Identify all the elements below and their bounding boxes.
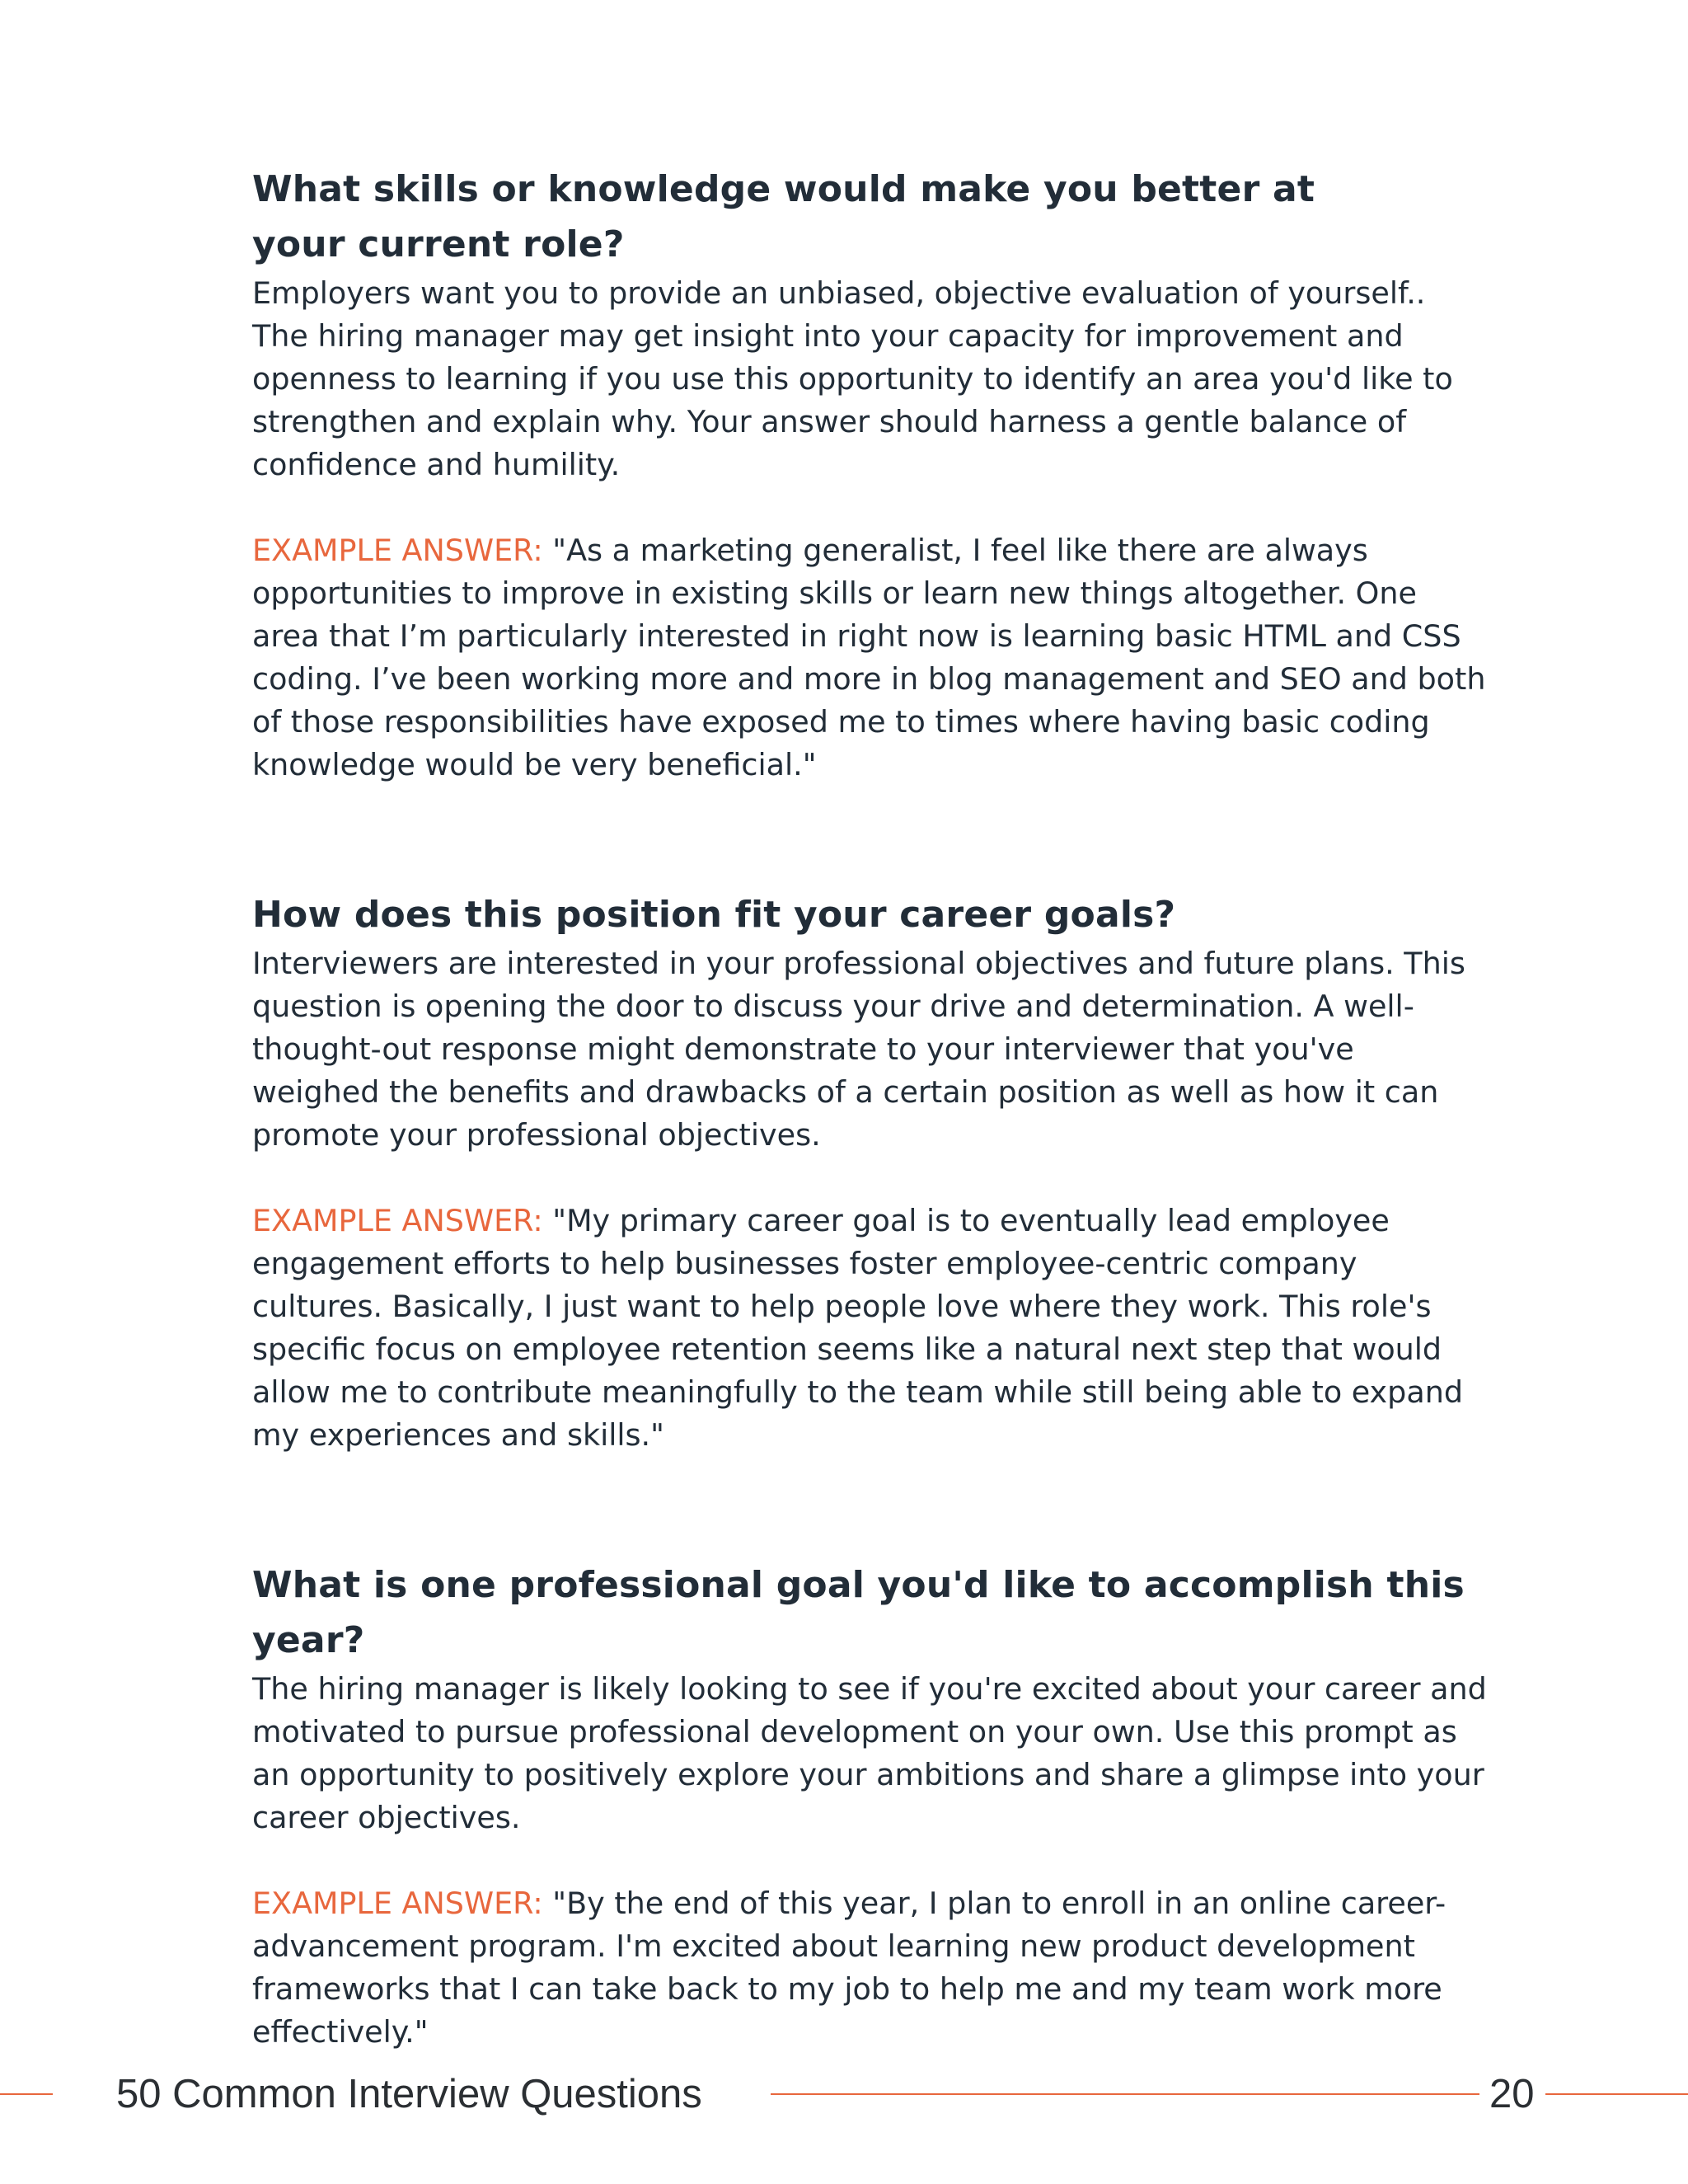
question-heading: What is one professional goal you'd like to accomplish this year? xyxy=(252,1564,1465,1661)
example-answer xyxy=(252,529,1489,787)
page-footer xyxy=(0,2061,1688,2127)
footer-rule-right xyxy=(1545,2093,1688,2095)
page-number: 20 xyxy=(1489,2072,1535,2116)
question-explanation: The hiring manager is likely looking to see if you're excited about your career and motivated to pursue professional development on your own. Use this prompt as an opportunity to positively explore your ambitions and share a glimpse into your career objectives. xyxy=(252,1671,1487,1835)
question-section-2 xyxy=(252,887,1489,1457)
footer-title: 50 Common Interview Questions xyxy=(116,2072,702,2116)
question-heading: What skills or knowledge would make you better at your current role? xyxy=(252,168,1315,265)
example-answer-label: EXAMPLE ANSWER: xyxy=(252,1886,543,1921)
question-heading: How does this position fit your career goals? xyxy=(252,894,1176,936)
question-explanation: Interviewers are interested in your professional objectives and future plans. This question is opening the door to discuss your drive and determination. A well-thought-out response might demonstrate to your interviewer that you've weighed the benefits and drawbacks of a certain position as well as how it can promote your professional objectives. xyxy=(252,946,1465,1153)
example-answer-label: EXAMPLE ANSWER: xyxy=(252,1203,543,1238)
example-answer-label: EXAMPLE ANSWER: xyxy=(252,533,543,568)
example-answer xyxy=(252,1882,1489,2054)
example-answer-text: "As a marketing generalist, I feel like there are always opportunities to improve in existing skills or learn new things altogether. One area that I’m particularly interested in right now is learning basic HTML and CSS coding. I’ve been working more and more in blog management and SEO and both of those responsibilities have exposed me to times where having basic coding knowledge would be very beneficial." xyxy=(252,533,1486,782)
example-answer-text: "By the end of this year, I plan to enroll in an online career-advancement program. I'm excited about learning new product development frameworks that I can take back to my job to help me and my team work more effectively." xyxy=(252,1886,1447,2050)
example-answer xyxy=(252,1200,1489,1457)
footer-rule-left xyxy=(0,2093,53,2095)
question-section-1 xyxy=(252,162,1489,787)
page-content xyxy=(252,162,1489,2054)
footer-rule-middle xyxy=(771,2093,1479,2095)
question-section-3 xyxy=(252,1557,1489,2054)
question-explanation: Employers want you to provide an unbiased, objective evaluation of yourself.. The hiring manager may get insight into your capacity for improvement and openness to learning if you use this opportunity to identify an area you'd like to strengthen and explain why. Your answer should harness a gentle balance of confidence and humility. xyxy=(252,275,1453,482)
example-answer-text: "My primary career goal is to eventually lead employee engagement efforts to help businesses foster employee-centric company cultures. Basically, I just want to help people love where they work. This role's specific focus on employee retention seems like a natural next step that would allow me to contribute meaningfully to the team while still being able to expand my experiences and skills." xyxy=(252,1203,1464,1453)
